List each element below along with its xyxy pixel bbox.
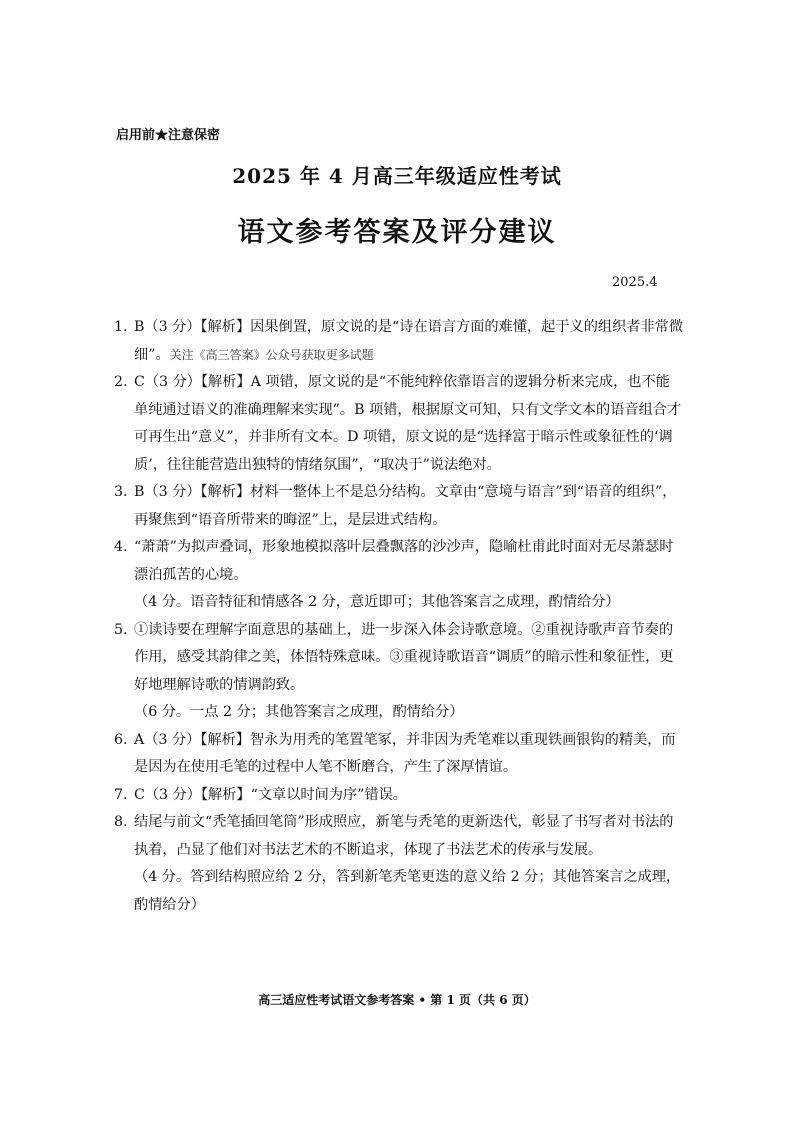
answer-number: 6.: [114, 731, 128, 748]
answer-number: 1.: [114, 319, 128, 335]
page-footer: 高三适应性考试语文参考答案 • 第 1 页（共 6 页）: [258, 993, 536, 1007]
answer-item-2: [114, 369, 684, 479]
answer-text: 结尾与前文“秃笔插回笔筒”形成照应，新笔与秃笔的更新迭代，彰显了书写者对书法的执着，凸显了他们对书法艺术的不断追求，体现了书法艺术的传承与发展。: [134, 814, 674, 858]
scoring-note-4: （4 分。语音特征和情感各 2 分，意近即可；其他答案言之成理，酌情给分）: [134, 594, 620, 610]
answer-item-6: [114, 727, 684, 782]
promo-note: 关注《高三答案》公众号获取更多试题: [169, 347, 374, 362]
scoring-note-5: （6 分。一点 2 分；其他答案言之成理，酌情给分）: [134, 704, 464, 720]
answer-text: B（3 分）【解析】因果倒置，原文说的是“诗在语言方面的难懂，起于义的组织者非常微细”。: [134, 319, 684, 363]
answer-text: A（3 分）【解析】智永为用秃的笔置笔冢，并非因为秃笔难以重现铁画银钩的精美，而是因为在使用毛笔的过程中人笔不断磨合，产生了深厚情谊。: [134, 731, 676, 775]
document-date: 2025.4: [612, 275, 658, 290]
answer-number: 4.: [114, 539, 128, 555]
answer-item-5: [114, 617, 684, 700]
answer-number: 8.: [114, 814, 128, 830]
answer-item-8: [114, 809, 684, 864]
answer-text: C（3 分）【解析】A 项错，原文说的是“不能纯粹依靠语言的逻辑分析来完成，也不能单纯通过语义的准确理解来实现”。B 项错，根据原文可知，只有文学文本的语音组合才可再生出“意义”，并非所有文本。D 项错，原文说的是“选择富于暗示性或象征性的‘调质’，往往能营造出独特的情绪氛围”，“取决于”说法绝对。: [134, 374, 682, 473]
answer-item-3: [114, 479, 684, 534]
answer-item-4: [114, 534, 684, 589]
answer-number: 5.: [114, 621, 128, 638]
confidential-label: 启用前★注意保密: [116, 128, 221, 143]
answer-item-1: [114, 314, 684, 369]
scoring-note-8: （4 分。答到结构照应给 2 分，答到新笔秃笔更迭的意义给 2 分；其他答案言之成理，酌情给分）: [134, 869, 681, 913]
answer-text: B（3 分）【解析】材料一整体上不是总分结构。文章由“意境与语言”到“语音的组织”，再聚焦到“语音所带来的晦涩”上，是层进式结构。: [134, 484, 677, 528]
page-title: 语文参考答案及评分建议: [237, 217, 557, 248]
answer-list: [114, 314, 684, 919]
answer-text: C（3 分）【解析】“文章以时间为序”错误。: [134, 786, 407, 803]
answer-number: 3.: [114, 484, 128, 500]
answer-number: 7.: [114, 786, 128, 803]
answer-text: ①读诗要在理解字面意思的基础上，进一步深入体会诗歌意境。②重视诗歌声音节奏的作用，感受其韵律之美，体悟特殊意味。③重视诗歌语音“调质”的暗示性和象征性，更好地理解诗歌的情调韵致。: [134, 621, 674, 693]
answer-number: 2.: [114, 374, 128, 390]
answer-text: “萧萧”为拟声叠词，形象地模拟落叶层叠飘落的沙沙声，隐喻杜甫此时面对无尽萧瑟时漂泊孤苦的心境。: [134, 539, 674, 583]
answer-item-7: [114, 782, 684, 810]
exam-title: 2025 年 4 月高三年级适应性考试: [232, 164, 562, 188]
